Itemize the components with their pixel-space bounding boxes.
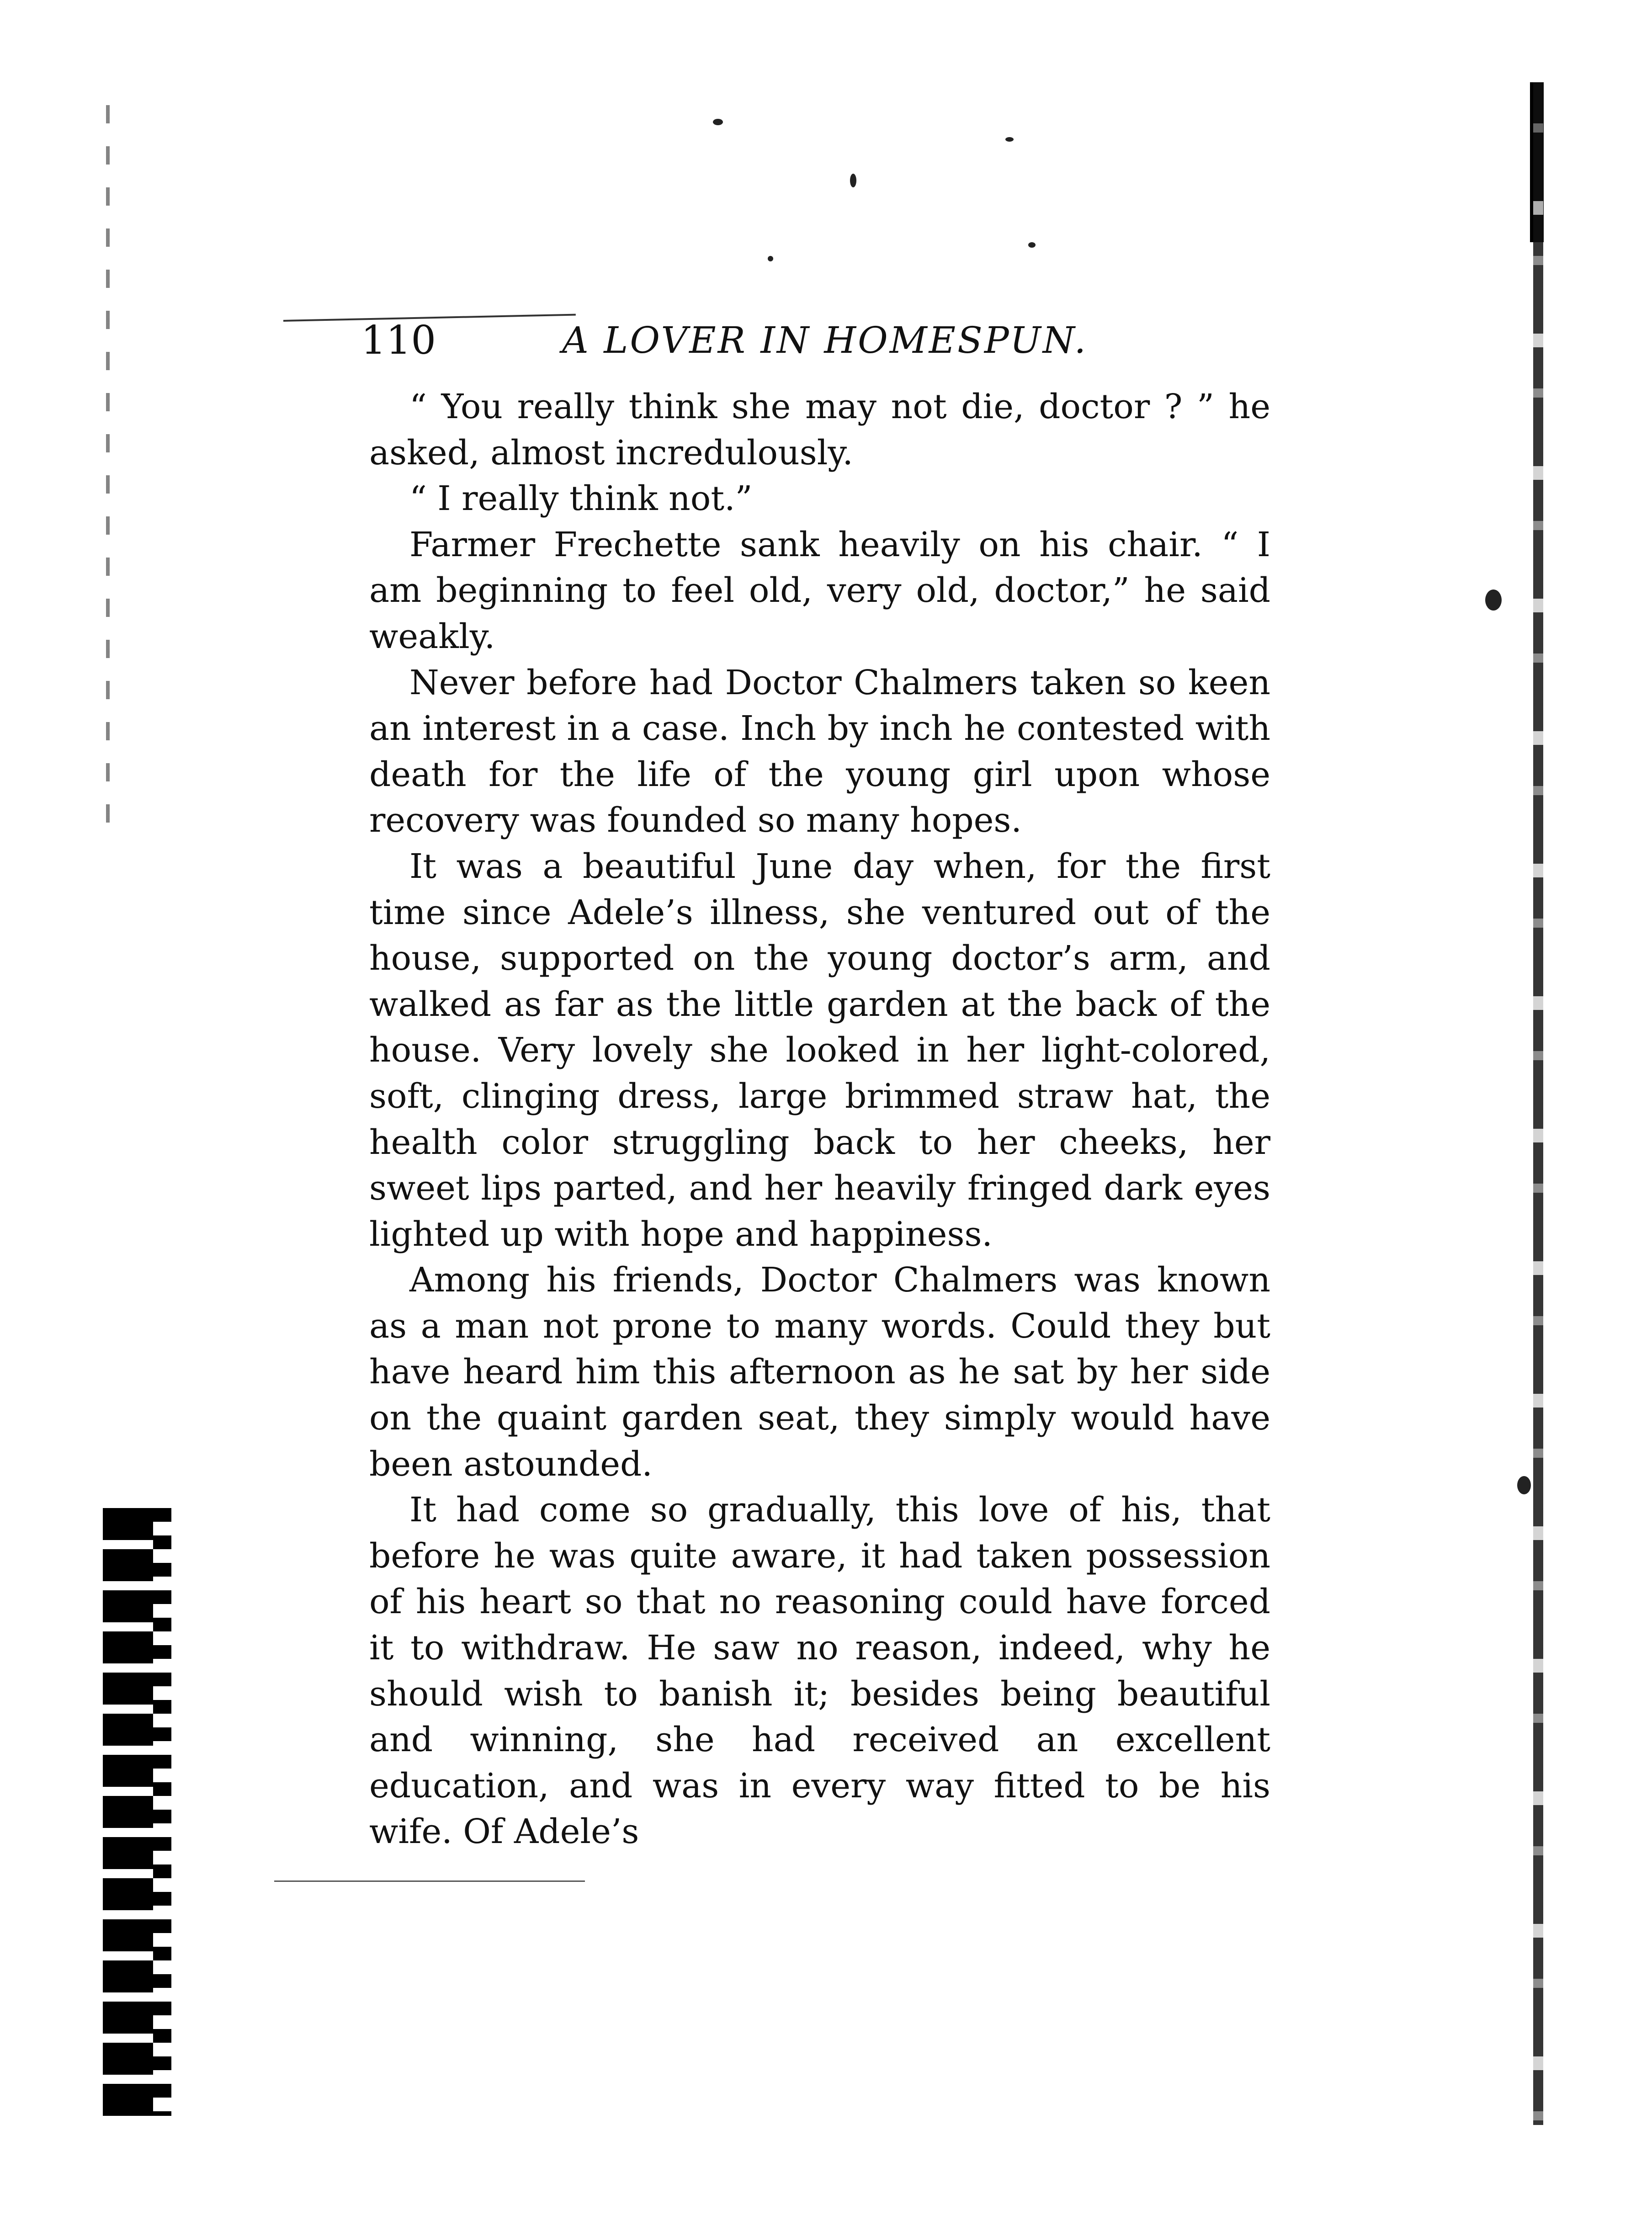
paragraph: “ You really think she may not die, doctor ? ” he asked, almost incredulously.	[369, 387, 1270, 473]
ink-speck	[713, 119, 723, 125]
scan-edge-left	[106, 105, 110, 836]
ink-speck	[1485, 590, 1502, 611]
ink-speck	[1028, 242, 1036, 248]
paragraph: Farmer Frechette sank heavily on his chair. “ I am beginning to feel old, very old, doctor,” he said weakly.	[369, 525, 1270, 656]
page-number: 110	[361, 318, 436, 363]
paragraph: It had come so gradually, this love of his, that before he was quite aware, it had taken possession of his heart so that no reasoning could have forced it to withdraw. He saw no reason, indeed, why he should wish to banish it; besides being beautiful and winning, she had received an excellent education, and was in every way fitted to be his wife. Of Adele’s	[369, 1490, 1270, 1852]
ink-speck	[768, 256, 773, 261]
paragraph: Never before had Doctor Chalmers taken so keen an interest in a case. Inch by inch he contested with death for the life of the young girl upon whose recovery was founded so many hopes.	[369, 663, 1270, 840]
running-header	[361, 313, 1270, 368]
running-title: A LOVER IN HOMESPUN.	[562, 319, 1088, 361]
paragraph: “ I really think not.”	[409, 479, 753, 519]
scan-binding-marks	[103, 1508, 162, 2116]
ink-speck	[850, 174, 856, 187]
ink-speck	[1005, 137, 1014, 142]
scan-edge-right	[1533, 82, 1543, 2125]
paragraph: Among his friends, Doctor Chalmers was known as a man not prone to many words. Could they but have heard him this afternoon as he sat by her side on the quaint garden seat, they simply would have been astounded.	[369, 1260, 1270, 1484]
paragraph: It was a beautiful June day when, for the first time since Adele’s illness, she ventured out of the house, supported on the young doctor’s arm, and walked as far as the little garden at the back of the house. Very lovely she looked in her light-colored, soft, clinging dress, large brimmed straw hat, the health color struggling back to her cheeks, her sweet lips parted, and her heavily fringed dark eyes lighted up with hope and happiness.	[369, 846, 1270, 1254]
ink-speck	[1517, 1476, 1531, 1494]
footer-rule	[274, 1880, 585, 1882]
body-text	[369, 384, 1270, 1855]
